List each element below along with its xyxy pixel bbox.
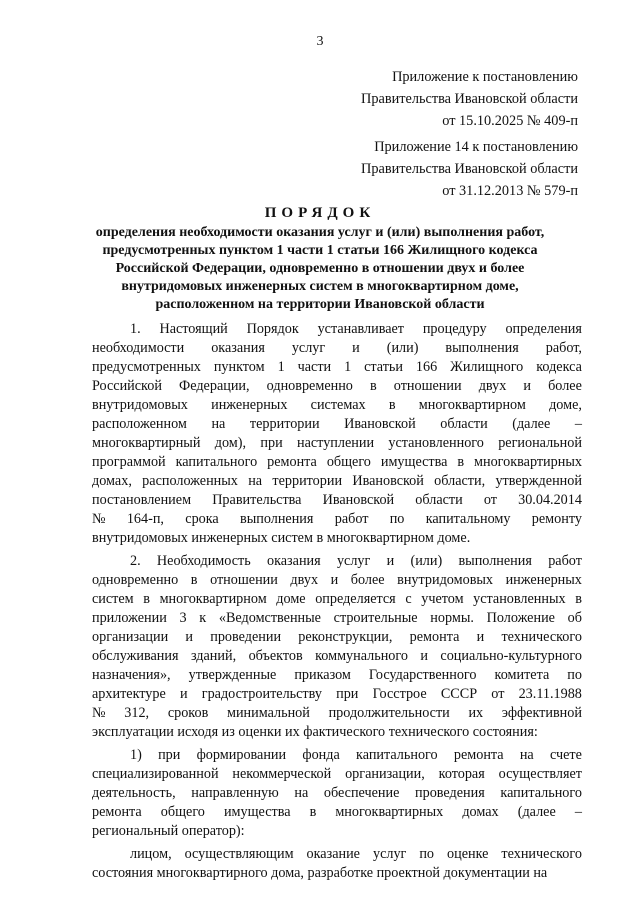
paragraph (92, 845, 582, 883)
word: постановлением (92, 492, 192, 508)
word: ремонта (267, 454, 317, 470)
word: программой (92, 454, 166, 470)
word: эффективной (501, 705, 582, 721)
document-title: ПОРЯДОК (264, 205, 376, 221)
page-number: 3 (316, 34, 324, 49)
word: деятельность, (92, 785, 176, 801)
word: по (419, 846, 435, 862)
word: внутридомовых (92, 397, 188, 413)
word: отношении (210, 572, 278, 588)
word: в (370, 378, 377, 394)
word: их (468, 705, 484, 721)
word: отношении (393, 378, 462, 394)
word: приложении (92, 610, 167, 626)
subtitle-line: расположенном на территории Ивановской области (155, 297, 485, 312)
paragraph-line (92, 628, 582, 647)
word: установленных (473, 591, 566, 607)
word: ремонта (453, 747, 504, 763)
word: организации (92, 629, 169, 645)
word: устанавливает (317, 321, 405, 337)
word: территории (249, 416, 320, 432)
word: имущества (223, 804, 291, 820)
word: одновременно (266, 378, 353, 394)
annex-header-current (361, 66, 578, 132)
word: территории (272, 473, 343, 489)
subtitle-line: предусмотренных пунктом 1 части 1 статьи 166 Жилищного кодекса (102, 243, 538, 258)
word: продолжительности (328, 705, 450, 721)
word: оказания (266, 553, 321, 569)
word: при (158, 747, 181, 763)
word: оказания (211, 340, 265, 356)
word: предусмотренных (92, 359, 201, 375)
word: в (457, 454, 465, 470)
word: многоквартирном (418, 397, 526, 413)
paragraph-line (92, 358, 582, 377)
paragraph-line (92, 510, 582, 529)
word: при (336, 686, 359, 702)
paragraph-line (92, 609, 582, 628)
word: на (294, 785, 309, 801)
word: зданий, (190, 648, 237, 664)
word: № (92, 511, 106, 527)
word: наступлении (297, 435, 375, 451)
word: Порядок (246, 321, 299, 337)
word: системах (310, 397, 366, 413)
word: региональной (498, 435, 582, 451)
word: проведения (415, 785, 485, 801)
paragraph-line: эксплуатации исходя из оценки их фактического технического состояния: (92, 724, 538, 740)
word: и (476, 629, 485, 645)
word: срока (185, 511, 219, 527)
annex-header-original (361, 136, 578, 202)
paragraph-line (92, 746, 582, 765)
paragraph-line (92, 845, 582, 864)
word: Ивановской (344, 416, 416, 432)
word: услуг (372, 846, 407, 862)
word: № (92, 705, 106, 721)
word: комитета (494, 667, 550, 683)
word: нормы. (430, 610, 474, 626)
word: и (352, 340, 360, 356)
word: инженерных (211, 397, 288, 413)
paragraph-line (92, 803, 582, 822)
word: сроков (167, 705, 209, 721)
word: технического (501, 629, 582, 645)
word: инженерных (505, 572, 582, 588)
subtitle-line: внутридомовых инженерных систем в многоквартирном доме, (121, 279, 519, 294)
word: доме, (549, 397, 582, 413)
word: Жилищного (450, 359, 524, 375)
paragraph-line: состояния многоквартирного дома, разработке проектной документации на (92, 865, 548, 881)
word: специализированной (92, 766, 219, 782)
word: обслуживания (92, 648, 179, 664)
word: многоквартирный (92, 435, 201, 451)
annex-line: от 31.12.2013 № 579-п (442, 183, 578, 199)
word: более (548, 378, 582, 394)
word: минимальной (226, 705, 310, 721)
paragraph-line (92, 590, 582, 609)
paragraph-line (92, 685, 582, 704)
paragraph (92, 552, 582, 742)
word: утвержденные (188, 667, 277, 683)
word: – (574, 416, 582, 432)
paragraph-line (92, 552, 582, 571)
word: технического (501, 846, 582, 862)
word: Федерации, (179, 378, 250, 394)
word: ремонту (531, 511, 582, 527)
word: расположенном (92, 416, 187, 432)
paragraph-line (92, 320, 582, 339)
word: работ (548, 553, 582, 569)
word: (далее (512, 416, 551, 432)
word: капитального (356, 747, 438, 763)
word: фонда (302, 747, 340, 763)
annex-line: Правительства Ивановской области (361, 91, 578, 107)
word: 1. (130, 321, 141, 337)
word: утвержденной (495, 473, 582, 489)
word: осуществляет (498, 766, 582, 782)
word: к (199, 610, 207, 626)
word: многоквартирном (159, 591, 267, 607)
word: домах, (92, 473, 132, 489)
word: статьи (364, 359, 403, 375)
word: по (567, 667, 582, 683)
word: области (415, 492, 463, 508)
word: 1) (130, 747, 142, 763)
word: осуществляющим (184, 846, 294, 862)
word: Ивановской (322, 492, 395, 508)
word: лицом, (130, 846, 172, 862)
word: оказание (306, 846, 360, 862)
word: (или) (386, 340, 419, 356)
word: в (388, 397, 396, 413)
word: и (386, 553, 395, 569)
paragraph (92, 746, 582, 841)
word: установленного (388, 435, 484, 451)
word: в (309, 804, 317, 820)
word: учетом (421, 591, 464, 607)
word: архитектуре (92, 686, 166, 702)
document-body (92, 320, 582, 883)
word: выполнения (240, 511, 314, 527)
paragraph-line (92, 491, 582, 510)
word: оценке (447, 846, 489, 862)
word: при (260, 435, 283, 451)
word: 166 (415, 359, 438, 375)
word: в (575, 591, 582, 607)
paragraph-line: региональный оператор): (92, 823, 245, 839)
paragraph-line (92, 647, 582, 666)
word: на (248, 473, 263, 489)
word: области (440, 416, 488, 432)
word: более (350, 572, 385, 588)
word: и (330, 572, 339, 588)
word: ремонта (92, 804, 142, 820)
word: от (491, 686, 505, 702)
word: на (519, 747, 534, 763)
paragraph-line (92, 784, 582, 803)
paragraph-line (92, 434, 582, 453)
word: общего (326, 454, 371, 470)
word: градостроительству (201, 686, 322, 702)
word: 30.04.2014 (518, 492, 582, 508)
word: некоммерческой (232, 766, 332, 782)
word: одновременно (92, 572, 179, 588)
word: многоквартирных (474, 454, 582, 470)
word: формировании (196, 747, 287, 763)
word: Правительства (212, 492, 302, 508)
word: счете (549, 747, 582, 763)
word: и (179, 686, 188, 702)
word: Государственного (368, 667, 477, 683)
word: услуг (291, 340, 326, 356)
word: систем (92, 591, 134, 607)
word: определения (505, 321, 582, 337)
word: и (185, 629, 193, 645)
paragraph-line (92, 704, 582, 723)
word: Необходимость (156, 553, 251, 569)
word: в (143, 591, 150, 607)
word: Российской (92, 378, 162, 394)
word: ремонта (409, 629, 460, 645)
word: направленную (191, 785, 279, 801)
word: Настоящий (159, 321, 228, 337)
annex-line: Приложение 14 к постановлению (374, 139, 578, 155)
word: услуг (336, 553, 371, 569)
word: «Ведомственные (218, 610, 321, 626)
word: пунктом (213, 359, 265, 375)
paragraph-line (92, 339, 582, 358)
word: Положение (486, 610, 555, 626)
paragraph-line (92, 765, 582, 784)
paragraph (92, 320, 582, 548)
word: с (405, 591, 412, 607)
paragraph-line (92, 472, 582, 491)
word: назначения», (92, 667, 171, 683)
word: 1 (344, 359, 352, 375)
word: организации, (345, 766, 425, 782)
word: дом), (214, 435, 247, 451)
word: на (211, 416, 226, 432)
word: в (190, 572, 198, 588)
word: имущества (380, 454, 448, 470)
word: приказом (294, 667, 351, 683)
word: капитального (175, 454, 258, 470)
paragraph-line (92, 571, 582, 590)
word: (далее (517, 804, 556, 820)
word: 2. (130, 553, 141, 569)
word: части (297, 359, 332, 375)
word: 3 (179, 610, 187, 626)
word: – (574, 804, 582, 820)
annex-line: от 15.10.2025 № 409-п (442, 113, 578, 129)
paragraph-line (92, 453, 582, 472)
word: доме (276, 591, 306, 607)
document-subtitle (80, 224, 560, 314)
word: капитальному (425, 511, 511, 527)
word: (или) (410, 553, 443, 569)
word: обеспечение (323, 785, 400, 801)
word: СССР (440, 686, 478, 702)
word: капитального (500, 785, 582, 801)
word: работ, (545, 340, 582, 356)
subtitle-line: Российской Федерации, одновременно в отношении двух и более (115, 261, 525, 276)
word: необходимости (92, 340, 185, 356)
word: процедуру (422, 321, 487, 337)
word: коммунального (315, 648, 408, 664)
word: 23.11.1988 (518, 686, 582, 702)
annex-line: Правительства Ивановской области (361, 161, 578, 177)
paragraph-line (92, 377, 582, 396)
word: определяется (315, 591, 396, 607)
word: Ивановской (352, 473, 424, 489)
word: работ (334, 511, 369, 527)
word: 164-п, (126, 511, 164, 527)
paragraph-line (92, 666, 582, 685)
word: и (420, 648, 428, 664)
word: и (523, 378, 531, 394)
word: объектов (248, 648, 303, 664)
word: от (483, 492, 497, 508)
word: общего (160, 804, 205, 820)
word: проведении (210, 629, 282, 645)
subtitle-line: определения необходимости оказания услуг и (или) выполнения работ, (95, 225, 545, 240)
paragraph-line (92, 396, 582, 415)
word: расположенных (142, 473, 238, 489)
paragraph-line: внутридомовых инженерных систем в многоквартирном доме. (92, 530, 471, 546)
word: 1 (277, 359, 285, 375)
word: социально-культурного (440, 648, 582, 664)
word: кодекса (536, 359, 582, 375)
word: многоквартирных (335, 804, 444, 820)
word: выполнения (445, 340, 519, 356)
annex-line: Приложение к постановлению (392, 69, 578, 85)
word: об (567, 610, 582, 626)
word: двух (290, 572, 319, 588)
word: Госстрое (372, 686, 427, 702)
word: по (389, 511, 405, 527)
word: двух (478, 378, 507, 394)
word: 312, (124, 705, 150, 721)
word: выполнения (458, 553, 532, 569)
word: строительные (333, 610, 418, 626)
word: которая (438, 766, 485, 782)
paragraph-line (92, 415, 582, 434)
word: области, (434, 473, 486, 489)
word: внутридомовых (397, 572, 494, 588)
word: реконструкции, (298, 629, 393, 645)
word: домах (462, 804, 499, 820)
